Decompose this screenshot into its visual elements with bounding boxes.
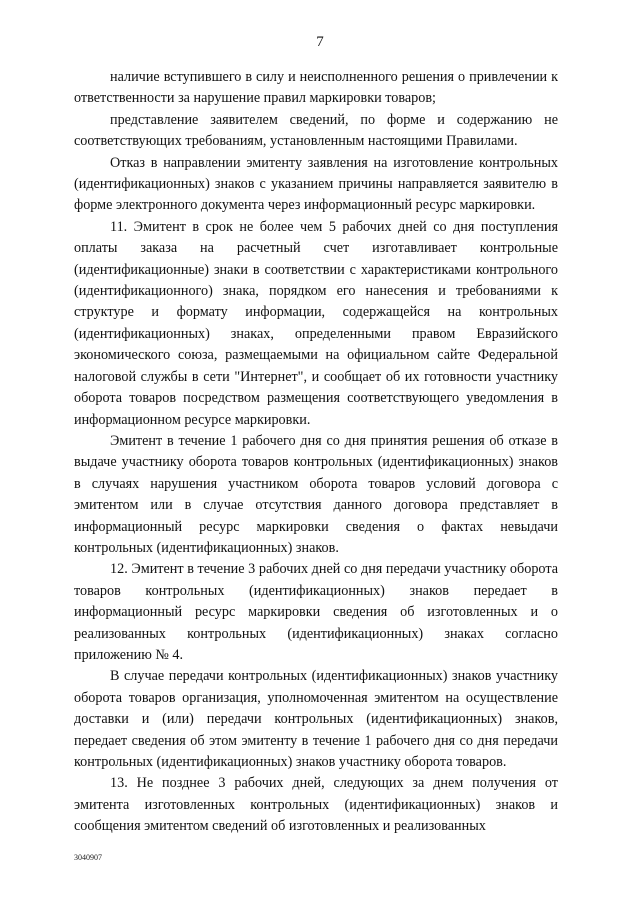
paragraph: 11. Эмитент в срок не более чем 5 рабочих дней со дня поступления оплаты заказа на расчетный счет изготавливает контрольные (идентификационные) знаки в соответствии с характеристиками контрольного (идентификационного) знака, порядком его нанесения и требованиями к структуре и формату информации, содержащейся на контрольных (идентификационных) знаках, определенными правом Евразийского экономического союза, размещаемыми на официальном сайте Федеральной налоговой службы в сети "Интернет", и сообщает об их готовности участнику оборота товаров посредством размещения соответствующего уведомления в информационном ресурсе маркировки. (74, 218, 558, 428)
paragraph: В случае передачи контрольных (идентификационных) знаков участнику оборота товаров организация, уполномоченная эмитентом на осуществление доставки и (или) передачи контрольных (идентификационных) знаков, передает сведения об этом эмитенту в течение 1 рабочего дня со дня передачи контрольных (идентификационных) знаков участнику оборота товаров. (74, 668, 558, 770)
paragraph: наличие вступившего в силу и неисполненного решения о привлечении к ответственности за нарушение правил маркировки товаров; (74, 69, 558, 107)
page-number: 7 (316, 34, 324, 50)
paragraph: Отказ в направлении эмитенту заявления на изготовление контрольных (идентификационных) знаков с указанием причины направляется заявителю в форме электронного документа через информационный ресурс маркировки. (74, 154, 558, 214)
document-code: 3040907 (74, 853, 102, 862)
document-body (74, 67, 558, 838)
paragraph: 12. Эмитент в течение 3 рабочих дней со дня передачи участнику оборота товаров контрольных (идентификационных) знаков передает в информационный ресурс маркировки сведения об изготовленных и о реализованных контрольных (идентификационных) знаках согласно приложению № 4. (74, 561, 558, 663)
paragraph: представление заявителем сведений, по форме и содержанию не соответствующих требованиям, установленным настоящими Правилами. (74, 111, 558, 150)
paragraph: 13. Не позднее 3 рабочих дней, следующих за днем получения от эмитента изготовленных контрольных (идентификационных) знаков и сообщения эмитентом сведений об изготовленных и реализованных (74, 775, 558, 835)
paragraph: Эмитент в течение 1 рабочего дня со дня принятия решения об отказе в выдаче участнику оборота товаров контрольных (идентификационных) знаков в случаях нарушения участником оборота товаров условий договора с эмитентом или в случае отсутствия данного договора представляет в информационный ресурс маркировки сведения о фактах невыдачи контрольных (идентификационных) знаков. (74, 432, 558, 556)
